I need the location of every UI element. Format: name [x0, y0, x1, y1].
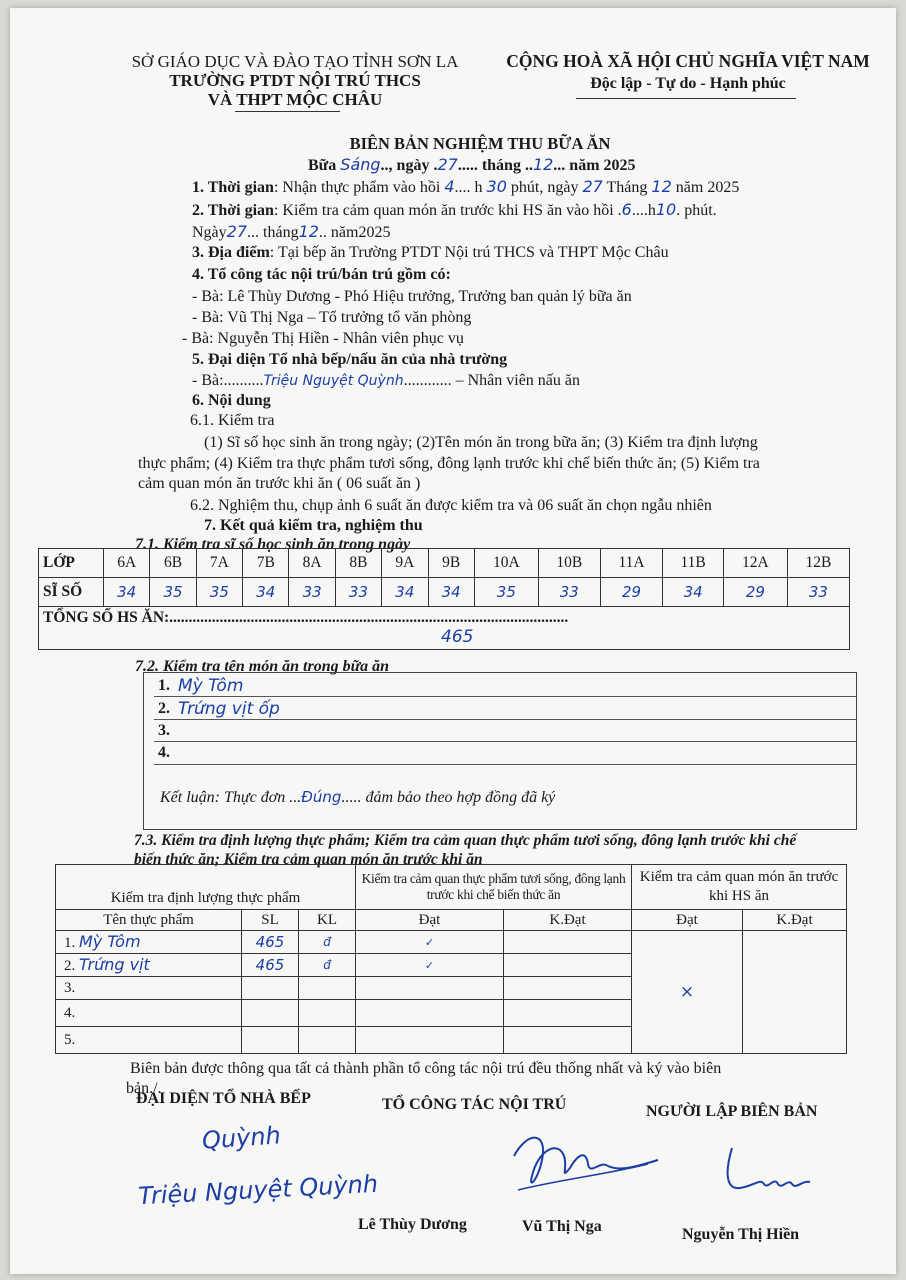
dish-num-4: 4.: [158, 744, 170, 761]
school-name-line1: TRƯỜNG PTDT NỘI TRÚ THCS: [169, 71, 421, 90]
dish-line-1: [154, 696, 856, 697]
count-cell: 29: [723, 578, 787, 607]
fresh-pass-header: Đạt: [356, 910, 504, 931]
food-row-name-cell: 4.: [56, 1000, 242, 1027]
kitchen-representative: - Bà:..........Triệu Nguyệt Quỳnh............ – Nhân viên nấu ăn: [192, 372, 580, 389]
item-5-heading: 5. Đại diện Tổ nhà bếp/nấu ăn của nhà trường: [192, 351, 508, 368]
closing-line-2: bản./.: [126, 1080, 162, 1097]
page-title: BIÊN BẢN NGHIỆM THU BỮA ĂN: [349, 134, 611, 153]
class-row: [39, 549, 850, 578]
count-cell: 35: [150, 578, 196, 607]
item-6-1-line3: cảm quan món ăn trước khi ăn ( 06 suất ăn ): [138, 475, 421, 492]
sl-header: SL: [242, 910, 299, 931]
sense-pass-mark: ×: [632, 931, 743, 1054]
food-row-fail: [504, 954, 632, 977]
total-value: 465: [441, 627, 474, 647]
sense-fail-header: K.Đạt: [743, 910, 847, 931]
food-row-name-cell: 2. Trứng vịt: [56, 954, 242, 977]
item-4-heading: 4. Tổ công tác nội trú/bán trú gồm có:: [192, 266, 451, 283]
count-cell: 34: [243, 578, 289, 607]
menu-conclusion: Kết luận: Thực đơn ...Đúng..... đảm bảo theo hợp đồng đã ký: [160, 788, 556, 806]
food-row-sl: 465: [242, 931, 299, 954]
class-cell: 8A: [289, 549, 335, 578]
kitchen-rep-name: Triệu Nguyệt Quỳnh: [263, 373, 404, 389]
section-7-1-title: 7.1. Kiểm tra sĩ số học sinh ăn trong ngày: [135, 536, 411, 553]
food-row-fail: [504, 1000, 632, 1027]
class-cell: 9A: [382, 549, 428, 578]
food-inspection-table: [55, 864, 847, 1054]
food-row-sl: [242, 977, 299, 1000]
writer-title: NGƯỜI LẬP BIÊN BẢN: [646, 1103, 818, 1120]
class-cell: 10B: [538, 549, 600, 578]
section-7-2-title: 7.2. Kiểm tra tên món ăn trong bữa ăn: [135, 658, 390, 675]
count-cell: 34: [104, 578, 150, 607]
count-row: [39, 578, 850, 607]
total-cell: [39, 607, 850, 650]
food-row-name-cell: 5.: [56, 1027, 242, 1054]
kitchen-rep-title: ĐẠI DIỆN TỔ NHÀ BẾP: [136, 1090, 311, 1107]
fresh-header: Kiểm tra cảm quan thực phẩm tươi sống, đông lạnh trước khi chế biến thức ăn: [356, 865, 632, 910]
class-cell: 9B: [428, 549, 474, 578]
food-row-sl: 465: [242, 954, 299, 977]
class-cell: 10A: [474, 549, 538, 578]
boarding-team-title: TỔ CÔNG TÁC NỘI TRÚ: [382, 1096, 567, 1113]
header-left: [105, 52, 485, 109]
class-row-label: LỚP: [39, 549, 104, 578]
count-cell: 35: [196, 578, 242, 607]
count-cell: 34: [428, 578, 474, 607]
header-row-1: [56, 865, 847, 910]
total-label: TỔNG SỐ HS ĂN:.......................................................................................................: [43, 609, 569, 626]
class-cell: 12A: [723, 549, 787, 578]
country-name: CỘNG HOÀ XÃ HỘI CHỦ NGHĨA VIỆT NAM: [506, 51, 870, 71]
item-2-inspection-time: 2. Thời gian: Kiểm tra cảm quan món ăn trước khi HS ăn vào hồi .6....h10. phút.: [192, 200, 717, 219]
count-cell: 35: [474, 578, 538, 607]
meal-value: Sáng: [340, 155, 381, 174]
dish-2: Trứng vịt ốp: [178, 699, 280, 719]
month-value: 12: [532, 155, 554, 174]
fresh-fail-header: K.Đạt: [504, 910, 632, 931]
food-row-kl: [299, 977, 356, 1000]
food-row-sl: [242, 1027, 299, 1054]
meal-info: Bữa Sáng.., ngày .27..... tháng ..12... năm 2025: [308, 155, 636, 174]
header-right-underline: [576, 98, 796, 99]
item-6-1-heading: 6.1. Kiểm tra: [190, 412, 275, 429]
dish-num-2: 2.: [158, 700, 170, 717]
food-row-pass: ✓: [356, 931, 504, 954]
total-row: [39, 607, 850, 650]
conclusion-value: Đúng: [301, 788, 342, 806]
dish-1: Mỳ Tôm: [178, 676, 244, 696]
class-cell: 6A: [104, 549, 150, 578]
section-7-3-title-line1: 7.3. Kiểm tra định lượng thực phẩm; Kiểm tra cảm quan thực phẩm tươi sống, đông lạnh trước khi chế: [134, 832, 797, 849]
count-row-label: SĨ SỐ: [39, 578, 104, 607]
class-cell: 7B: [243, 549, 289, 578]
sense-fail-cell: [743, 931, 847, 1054]
food-row-kl: [299, 1000, 356, 1027]
class-cell: 7A: [196, 549, 242, 578]
food-row: [56, 931, 847, 954]
member-1: - Bà: Lê Thùy Dương - Phó Hiệu trưởng, Trưởng ban quản lý bữa ăn: [192, 288, 632, 305]
class-cell: 6B: [150, 549, 196, 578]
item-1-receive-time: 1. Thời gian: Nhận thực phẩm vào hồi 4.... h 30 phút, ngày 27 Tháng 12 năm 2025: [192, 177, 740, 196]
dish-list-box: [143, 672, 857, 830]
item-3-location: 3. Địa điểm: Tại bếp ăn Trường PTDT Nội trú THCS và THPT Mộc Châu: [192, 244, 669, 261]
dish-num-1: 1.: [158, 677, 170, 694]
sense-header: Kiểm tra cảm quan món ăn trước khi HS ăn: [632, 865, 847, 910]
kitchen-signature-short: Quỳnh: [201, 1121, 282, 1155]
department-name: SỞ GIÁO DỤC VÀ ĐÀO TẠO TỈNH SƠN LA: [131, 52, 459, 71]
food-row-pass: ✓: [356, 954, 504, 977]
food-row-fail: [504, 931, 632, 954]
sense-pass-header: Đạt: [632, 910, 743, 931]
school-name-line2: VÀ THPT MỘC CHÂU: [207, 90, 383, 109]
item-6-heading: 6. Nội dung: [192, 392, 271, 409]
class-cell: 8B: [335, 549, 381, 578]
food-row-kl: đ: [299, 931, 356, 954]
dish-num-3: 3.: [158, 722, 170, 739]
class-cell: 11A: [600, 549, 663, 578]
item-6-2: 6.2. Nghiệm thu, chụp ảnh 6 suất ăn được kiểm tra và 06 suất ăn chọn ngẫu nhiên: [190, 497, 712, 514]
food-row-fail: [504, 977, 632, 1000]
dish-line-2: [154, 719, 856, 720]
qty-header: Kiểm tra định lượng thực phẩm: [56, 865, 356, 910]
signer-name-2: Vũ Thị Nga: [522, 1218, 602, 1235]
food-row-pass: [356, 1000, 504, 1027]
food-row-pass: [356, 977, 504, 1000]
header-left-underline: [235, 111, 340, 112]
header-right: [488, 52, 888, 93]
class-cell: 11B: [663, 549, 724, 578]
header-row-2: [56, 910, 847, 931]
signer-name-3: Nguyễn Thị Hiền: [682, 1226, 800, 1243]
count-cell: 33: [787, 578, 849, 607]
document-page: [10, 8, 896, 1274]
day-value: 27: [437, 155, 458, 174]
member-3: - Bà: Nguyễn Thị Hiền - Nhân viên phục vụ: [182, 330, 464, 347]
class-cell: 12B: [787, 549, 849, 578]
team-signature: [508, 1120, 668, 1200]
closing-line-1: Biên bản được thông qua tất cả thành phần tổ công tác nội trú đều thống nhất và ký vào biên: [130, 1060, 722, 1077]
food-row-name-cell: 1. Mỳ Tôm: [56, 931, 242, 954]
food-row-name-cell: 3.: [56, 977, 242, 1000]
count-cell: 34: [382, 578, 428, 607]
food-name-header: Tên thực phẩm: [56, 910, 242, 931]
dish-line-4: [154, 764, 856, 765]
motto: Độc lập - Tự do - Hạnh phúc: [590, 75, 786, 92]
member-2: - Bà: Vũ Thị Nga – Tổ trưởng tổ văn phòng: [192, 309, 472, 326]
section-7-3-title-line2: biến thức ăn; Kiểm tra cảm quan món ăn trước khi ăn: [134, 851, 483, 868]
count-cell: 34: [663, 578, 724, 607]
class-count-table: [38, 548, 850, 650]
item-6-1-line2: thực phẩm; (4) Kiểm tra thực phẩm tươi sống, đông lạnh trước khi chế biến thức ăn; (5) Kiểm tra: [138, 455, 760, 472]
count-cell: 33: [538, 578, 600, 607]
dish-line-3: [154, 741, 856, 742]
signer-name-1: Lê Thùy Dương: [358, 1216, 467, 1233]
food-row-fail: [504, 1027, 632, 1054]
count-cell: 29: [600, 578, 663, 607]
count-cell: 33: [289, 578, 335, 607]
food-row-kl: đ: [299, 954, 356, 977]
food-row-sl: [242, 1000, 299, 1027]
item-6-1-line1: (1) Sĩ số học sinh ăn trong ngày; (2)Tên món ăn trong bữa ăn; (3) Kiểm tra định lượng: [204, 434, 758, 451]
kitchen-signature-full: Triệu Nguyệt Quỳnh: [137, 1169, 379, 1211]
food-row-pass: [356, 1027, 504, 1054]
kl-header: KL: [299, 910, 356, 931]
item-2-date: Ngày27... tháng12.. năm2025: [192, 222, 391, 241]
item-7-heading: 7. Kết quả kiểm tra, nghiệm thu: [204, 517, 423, 534]
writer-signature: [710, 1140, 820, 1200]
food-row-kl: [299, 1027, 356, 1054]
count-cell: 33: [335, 578, 381, 607]
